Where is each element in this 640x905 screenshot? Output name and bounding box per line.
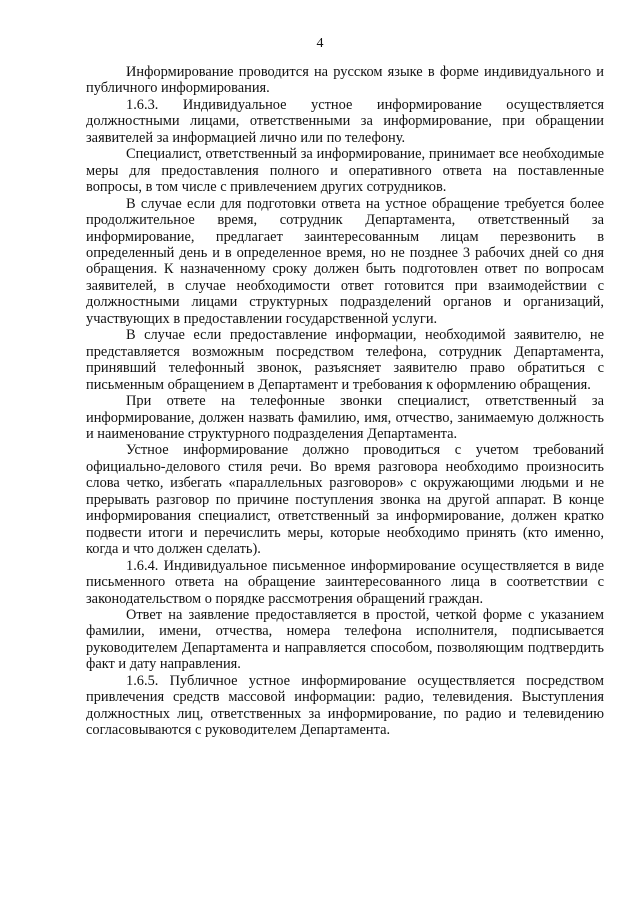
document-body [86, 64, 604, 739]
paragraph-1-6-5: 1.6.5. Публичное устное информирование осуществляется посредством привлечения средств массовой информации: радио, телевидения. Выступления должностных лиц, ответственных за информирование, по радио и телевидению согласовываются с руководителем Департамента. [86, 672, 604, 739]
page-number: 4 [316, 36, 324, 51]
paragraph-language: Информирование проводится на русском языке в форме индивидуального и публичного информирования. [86, 64, 604, 97]
paragraph-oral-style: Устное информирование должно проводиться с учетом требований официально-делового стиля речи. Во время разговора необходимо произносить слова четко, избегать «параллельных разговоров» с окружающими людьми и не прерывать разговор по причине поступления звонка на другой аппарат. В конце информирования специалист, ответственный за информирование, должен кратко подвести итоги и перечислить меры, которые необходимо принять (кто именно, когда и что должен сделать). [86, 442, 604, 558]
paragraph-phone-calls: При ответе на телефонные звонки специалист, ответственный за информирование, должен назвать фамилию, имя, отчество, занимаемую должность и наименование структурного подразделения Департамента. [86, 393, 604, 442]
paragraph-1-6-3: 1.6.3. Индивидуальное устное информирование осуществляется должностными лицами, ответственными за информирование, при обращении заявителей за информацией лично или по телефону. [86, 96, 604, 146]
paragraph-answer-form: Ответ на заявление предоставляется в простой, четкой форме с указанием фамилии, имени, отчества, номера телефона исполнителя, подписывается руководителем Департамента и направляется способом, позволяющим подтвердить факт и дату направления. [86, 606, 604, 673]
paragraph-callback: В случае если для подготовки ответа на устное обращение требуется более продолжительное время, сотрудник Департамента, ответственный за информирование, предлагает заинтересованным лицам перезвонить в определенный день и в определенное время, но не позднее 3 рабочих дней со дня обращения. К назначенному сроку должен быть подготовлен ответ по вопросам заявителей, в случае необходимости ответ готовится при взаимодействии с должностными лицами структурных подразделений органов и организаций, участвующих в предоставлении государственной услуги. [86, 195, 604, 327]
paragraph-written-request: В случае если предоставление информации, необходимой заявителю, не представляется возможным посредством телефона, сотрудник Департамента, принявший телефонный звонок, разъясняет заявителю право обратиться с письменным обращением в Департамент и требования к оформлению обращения. [86, 327, 604, 393]
paragraph-specialist: Специалист, ответственный за информирование, принимает все необходимые меры для предоставления полного и оперативного ответа на поставленные вопросы, в том числе с привлечением других сотрудников. [86, 146, 604, 196]
paragraph-1-6-4: 1.6.4. Индивидуальное письменное информирование осуществляется в виде письменного ответа на обращение заинтересованного лица в соответствии с законодательством о порядке рассмотрения обращений граждан. [86, 557, 604, 607]
